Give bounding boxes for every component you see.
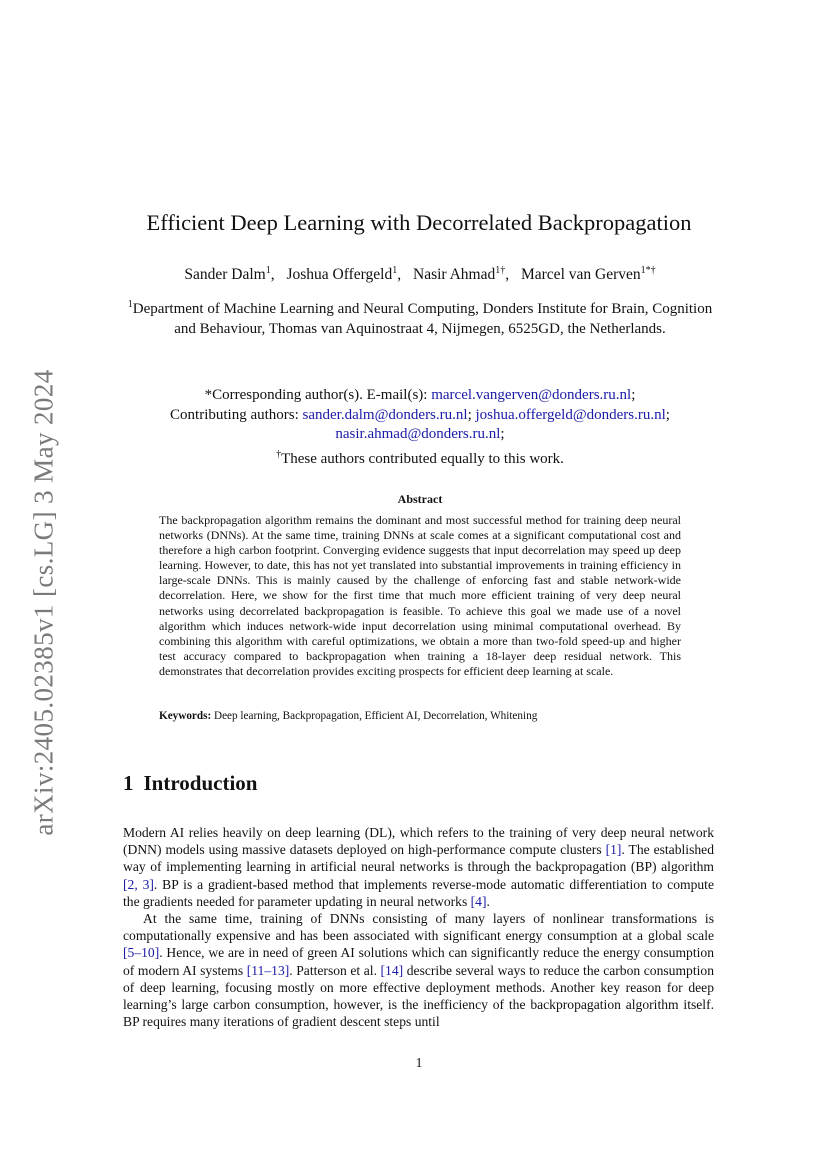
arxiv-identifier-text: arXiv:2405.02385v1 [cs.LG] 3 May 2024	[28, 368, 59, 836]
affiliation-mark: 1	[127, 299, 133, 310]
citation-link[interactable]: [11–13]	[246, 962, 290, 978]
paragraph-text: . Patterson et al.	[289, 962, 381, 978]
paragraph-text: .	[486, 893, 490, 909]
corresponding-email-link[interactable]: marcel.vangerven@donders.ru.nl	[431, 387, 632, 403]
author-name: Marcel van Gerven$^{1*\dagger}$	[520, 265, 656, 284]
paper-title: Efficient Deep Learning with Decorrelated Backpropagation	[146, 210, 692, 235]
keywords	[159, 709, 681, 724]
author-list: Sander Dalm$^1$, Joshua Offergeld$^1$, Nasir Ahmad$^{1\dagger}$, Marcel van Gerven$^{1*\dagger}$	[184, 265, 656, 284]
correspondence-block	[110, 386, 730, 469]
author-name: Sander Dalm$^1$	[184, 265, 271, 284]
affiliation	[120, 295, 720, 340]
contributing-email-link[interactable]: nasir.ahmad@donders.ru.nl	[335, 426, 501, 443]
equal-contribution-note: †These authors contributed equally to this work.	[276, 448, 564, 467]
introduction-body	[123, 824, 714, 1030]
section-title: Introduction	[143, 771, 258, 795]
contributing-email-link[interactable]: joshua.offergeld@donders.ru.nl	[475, 406, 666, 423]
page-number: 1	[415, 1055, 423, 1070]
citation-link[interactable]: [1]	[605, 842, 622, 858]
paragraph-text: describe several ways to reduce the carbon consumption of deep learning, focusing mostly on more effective deployment methods. Another key reason for deep learning’s large carbon consumption, however, is the inefficiency of the backpropagation algorithm itself. BP requires many iterations of gradient descent steps until	[123, 962, 714, 1030]
paragraph	[123, 910, 714, 1030]
corresponding-author-line: *Corresponding author(s). E-mail(s): marcel.vangerven@donders.ru.nl;	[204, 387, 636, 403]
keywords-text: Deep learning, Backpropagation, Efficient AI, Decorrelation, Whitening	[214, 710, 538, 722]
paragraph-text: . The established way of implementing learning in artificial neural networks is through the backpropagation (BP) algorithm	[123, 842, 714, 875]
contributing-email-link[interactable]: sander.dalm@donders.ru.nl	[302, 406, 468, 423]
abstract-text: The backpropagation algorithm remains the dominant and most successful method for training deep neural networks (DNNs). At the same time, training DNNs at scale comes at a significant computational cost and therefore a high carbon footprint. Converging evidence suggests that input decorrelation may speed up deep learning. However, to date, this has not yet translated into substantial improvements in training efficiency in large-scale DNNs. This is mainly caused by the challenge of enforcing fast and stable network-wide decorrelation. Here, we show for the first time that much more efficient training of very deep neural networks using decorrelated backpropagation is feasible. To achieve this goal we made use of a novel algorithm which induces network-wide input decorrelation using minimal computational overhead. By combining this algorithm with careful optimizations, we obtain a more than two-fold speed-up and higher test accuracy compared to backpropagation when training a 18-layer deep residual network. This demonstrates that decorrelation provides exciting prospects for efficient deep learning at scale.	[159, 513, 681, 678]
author-name: Nasir Ahmad$^{1\dagger}$	[413, 265, 506, 284]
contributing-authors-line: nasir.ahmad@donders.ru.nl;	[335, 426, 505, 443]
author-name: Joshua Offergeld$^1$	[286, 265, 398, 284]
affiliation-text: Department of Machine Learning and Neural Computing, Donders Institute for Brain, Cognition and Behaviour, Thomas van Aquinostraat 4, Nijmegen, 6525GD, the Netherlands.	[132, 301, 713, 337]
paragraph-text: . Hence, we are in need of green AI solutions which can significantly reduce the energy consumption of modern AI systems	[123, 945, 714, 978]
citation-link[interactable]: [14]	[380, 962, 404, 978]
contributing-authors-line: Contributing authors: sander.dalm@donders.ru.nl; joshua.offergeld@donders.ru.nl;	[170, 406, 670, 423]
arxiv-identifier-stamp	[18, 362, 70, 842]
abstract-heading: Abstract	[397, 492, 443, 506]
paragraph-text: At the same time, training of DNNs consisting of many layers of nonlinear transformations is computationally expensive and has been associated with significant energy consumption at a global scale	[123, 911, 714, 944]
section-heading	[123, 771, 257, 796]
citation-link[interactable]: [2, 3]	[123, 876, 154, 892]
citation-link[interactable]: [4]	[470, 893, 487, 909]
paragraph-text: . BP is a gradient-based method that implements reverse-mode automatic differentiation to compute the gradients needed for parameter updating in neural networks	[123, 876, 714, 909]
paragraph	[123, 824, 714, 910]
section-number: 1	[123, 771, 134, 795]
keywords-label: Keywords:	[159, 710, 212, 722]
paragraph-text: Modern AI relies heavily on deep learning (DL), which refers to the training of very deep neural network (DNN) models using massive datasets deployed on high-performance compute clusters	[123, 825, 714, 858]
citation-link[interactable]: [5–10]	[123, 945, 160, 961]
